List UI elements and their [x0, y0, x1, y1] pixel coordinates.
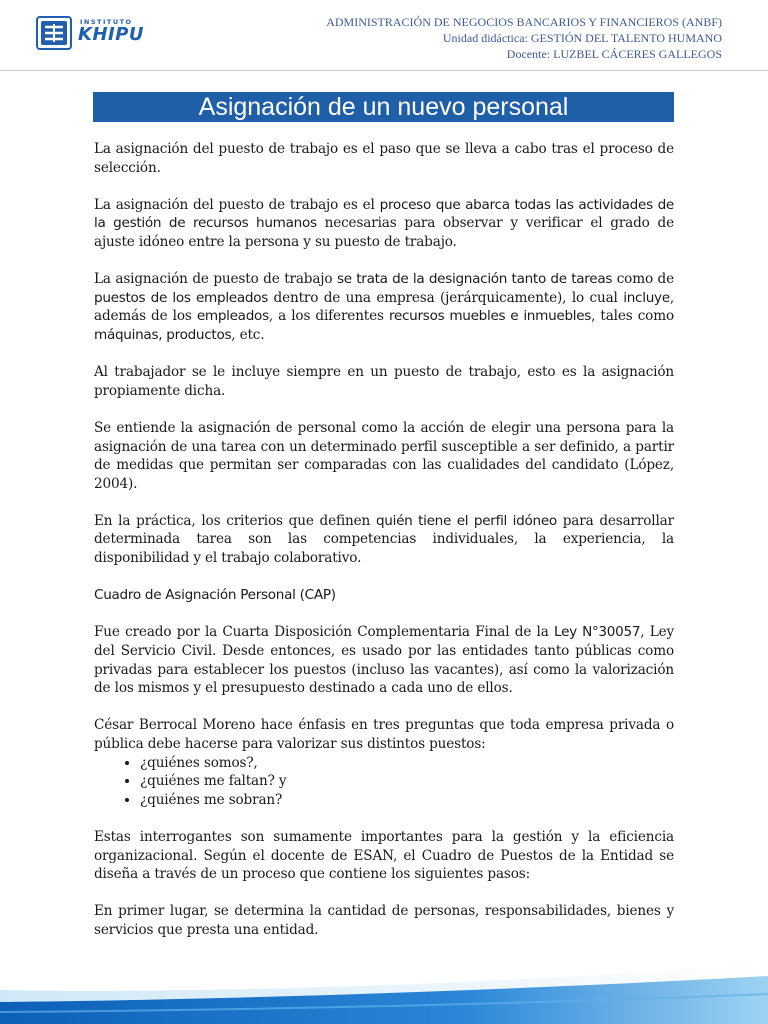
text-run: , Ley del Servicio Civil. Desde entonces, es usado por las entidades tanto públicas como privadas para establecer los puestos (incluso las vacantes), así como la valorización de los mismos y el presupuesto destinado a cada uno de ellos.	[94, 624, 674, 697]
text-run: La asignación de puesto de trabajo	[94, 271, 337, 288]
footer-wave-decoration	[0, 950, 768, 1024]
highlight-text: se trata de la designación tanto de tareas	[336, 271, 613, 288]
didactic-unit: Unidad didáctica: GESTIÓN DEL TALENTO HUMANO	[442, 31, 722, 45]
paragraph: En primer lugar, se determina la cantidad de personas, responsabilidades, bienes y servicios que presta una entidad.	[94, 903, 674, 938]
paragraph	[94, 512, 674, 568]
logo-wordmark: KHIPU	[78, 24, 145, 45]
paragraph: La asignación del puesto de trabajo es el paso que se lleva a cabo tras el proceso de selección.	[94, 141, 674, 176]
text-run: , además de los	[94, 289, 674, 325]
text-run: dentro de una empresa (jerárquicamente), lo cual	[268, 289, 624, 306]
logo-caption: INSTITUTO	[80, 18, 133, 26]
document-body	[94, 140, 674, 958]
list-item: • ¿quiénes me faltan? y	[140, 772, 674, 791]
list-item: • ¿quiénes somos?,	[140, 754, 674, 773]
section-heading: Cuadro de Asignación Personal (CAP)	[94, 587, 336, 604]
highlight-text: puestos de los empleados	[94, 289, 269, 306]
khipu-logo-icon	[36, 16, 72, 50]
text-run: , a los diferentes	[268, 308, 389, 325]
teacher-name: Docente: LUZBEL CÁCERES GALLEGOS	[506, 47, 722, 61]
text-run: En la práctica, los criterios que definen	[94, 512, 376, 529]
page-header	[0, 0, 768, 70]
program-name: ADMINISTRACIÓN DE NEGOCIOS BANCARIOS Y FINANCIEROS (ANBF)	[326, 15, 722, 29]
institute-logo	[36, 16, 151, 52]
header-divider	[0, 70, 768, 71]
text-run: , etc.	[231, 326, 265, 343]
paragraph	[94, 623, 674, 697]
text-run: necesarias para observar y verificar el grado de ajuste idóneo entre la persona y su puesto de trabajo.	[94, 215, 674, 250]
paragraph: Al trabajador se le incluye siempre en un puesto de trabajo, esto es la asignación propiamente dicha.	[94, 364, 674, 399]
text-run: para desarrollar determinada tarea son las competencias individuales, la experiencia, la disponibilidad y el trabajo colaborativo.	[94, 512, 674, 567]
page-title: Asignación de un nuevo personal	[93, 92, 674, 122]
paragraph: Estas interrogantes son sumamente importantes para la gestión y la eficiencia organizacional. Según el docente de ESAN, el Cuadro de Puestos de la Entidad se diseña a través de un proceso que contiene los siguientes pasos:	[94, 828, 674, 883]
text-run: , tales como	[591, 308, 674, 325]
highlight-text: recursos muebles e inmuebles	[388, 308, 592, 325]
paragraph: Se entiende la asignación de personal como la acción de elegir una persona para la asignación de una tarea con un determinado perfil susceptible a ser definido, a partir de medidas que permitan ser comparadas con las cualidades del candidato (López, 2004).	[94, 419, 674, 492]
highlight-text: quién tiene el perfil idóneo	[375, 512, 557, 529]
highlight-text: máquinas, productos	[94, 326, 232, 343]
paragraph	[94, 196, 674, 252]
text-run: Fue creado por la Cuarta Disposición Complementaria Final de la	[94, 624, 555, 641]
highlight-text: proceso que abarca todas las actividades de la gestión de recursos humanos	[94, 196, 674, 232]
highlight-text: Ley N°30057	[554, 624, 641, 641]
highlight-text: empleados	[196, 308, 269, 325]
list-item: • ¿quiénes me sobran?	[140, 791, 674, 810]
questions-list	[94, 754, 674, 810]
paragraph	[94, 270, 674, 344]
paragraph: César Berrocal Moreno hace énfasis en tres preguntas que toda empresa privada o pública debe hacerse para valorizar sus distintos puestos:	[94, 717, 674, 752]
header-info	[326, 14, 722, 62]
text-run: como de	[612, 271, 674, 288]
text-run: La asignación del puesto de trabajo es el	[94, 196, 380, 213]
highlight-text: incluye	[623, 289, 670, 306]
